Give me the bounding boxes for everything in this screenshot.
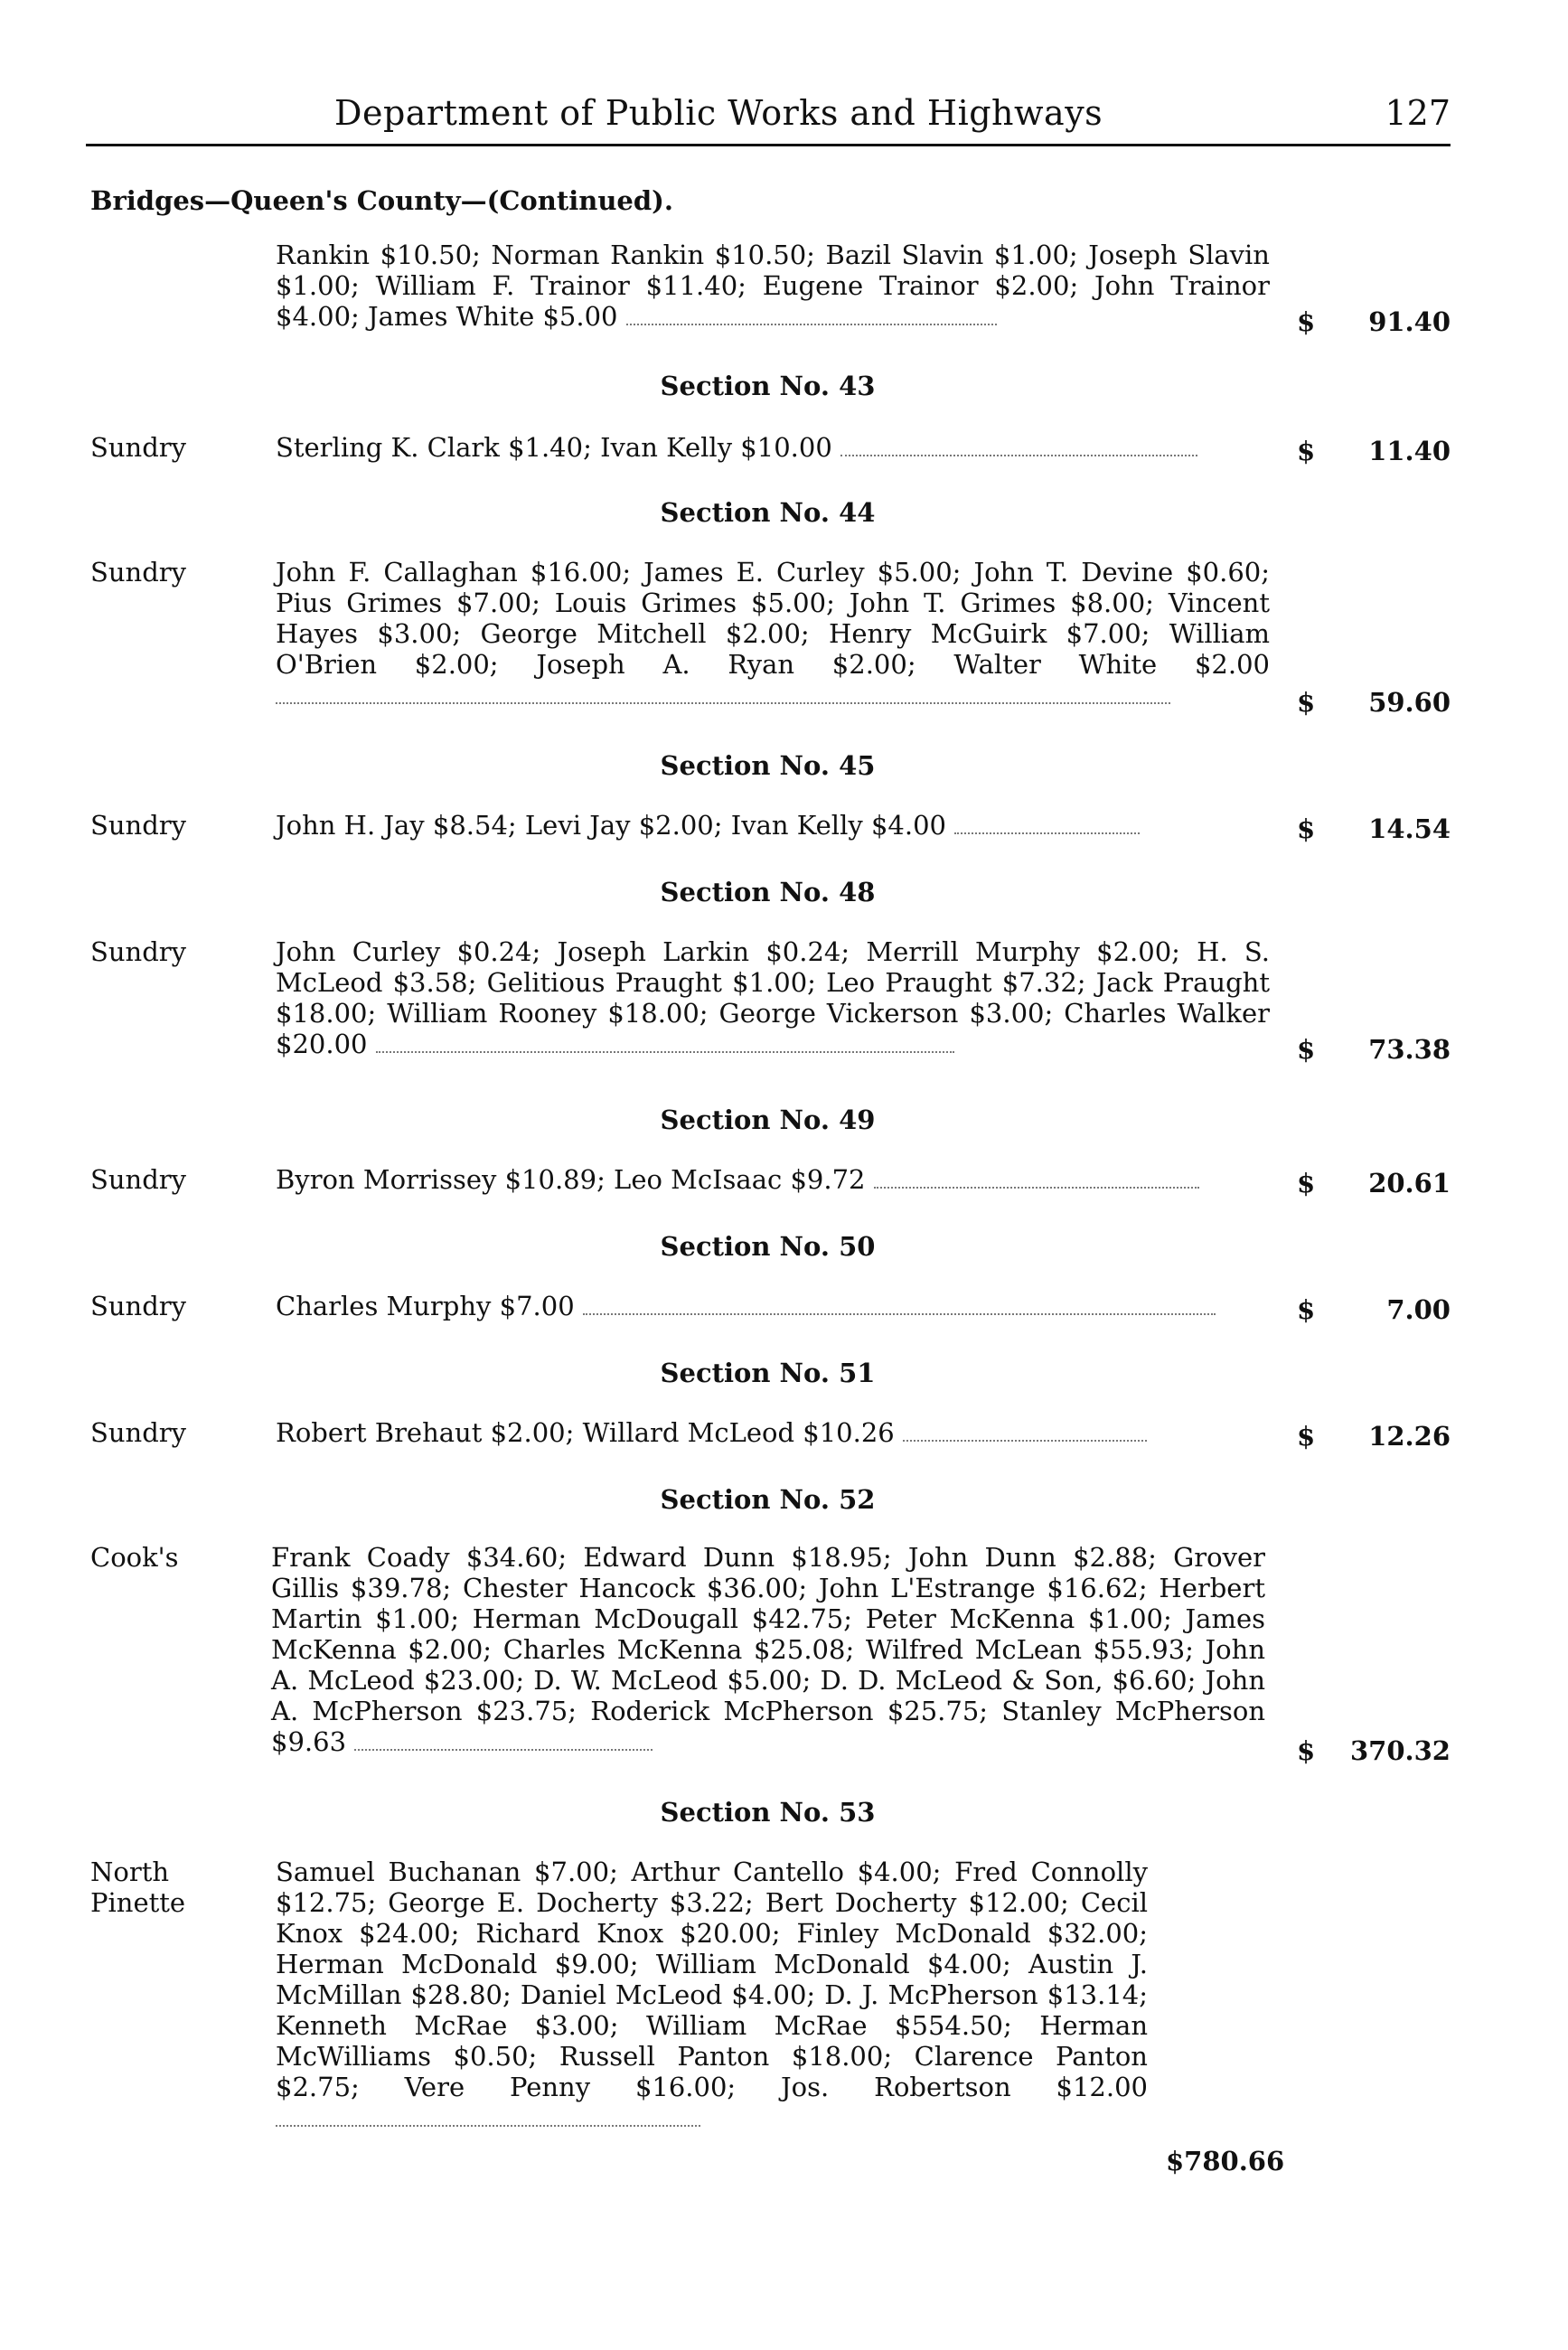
entry-amount: 20.61 <box>1368 1168 1451 1198</box>
entry-amount: 91.40 <box>1368 306 1451 337</box>
currency-sign: $ <box>1297 1034 1316 1065</box>
entry-label: Sundry <box>90 557 187 588</box>
entry-text <box>276 1417 1270 1448</box>
section-heading: Section No. 43 <box>660 371 876 401</box>
entry-amount: 59.60 <box>1368 687 1451 718</box>
entry-names: John Curley $0.24; Joseph Larkin $0.24; Merrill Murphy $2.00; H. S. McLeod $3.58; Gelitious Praught $1.00; Leo Praught $7.32; Jack Praught $18.00; William Rooney $18.00; George Vickerson $3.00; Charles Walker $20.00 <box>276 936 1270 1059</box>
currency-sign: $ <box>1297 1294 1316 1325</box>
section-heading: Section No. 53 <box>660 1797 876 1828</box>
entry-names: John F. Callaghan $16.00; James E. Curley $5.00; John T. Devine $0.60; Pius Grimes $7.00; Louis Grimes $5.00; John T. Grimes $8.00; Vincent Hayes $3.00; George Mitchell $2.00; Henry McGuirk $7.00; William O'Brien $2.00; Joseph A. Ryan $2.00; Walter White $2.00 <box>276 557 1270 680</box>
entry-amount: 11.40 <box>1368 436 1451 466</box>
section-heading: Section No. 44 <box>660 497 876 528</box>
entry-text <box>276 936 1270 1059</box>
entry-label: Sundry <box>90 1164 187 1195</box>
entry-text <box>276 432 1270 463</box>
entry-names: Frank Coady $34.60; Edward Dunn $18.95; John Dunn $2.88; Grover Gillis $39.78; Chester Hancock $36.00; John L'Estrange $16.62; Herbert Martin $1.00; Herman McDougall $42.75; Peter McKenna $1.00; James McKenna $2.00; Charles McKenna $25.08; Wilfred McLean $55.93; John A. McLeod $23.00; D. W. McLeod $5.00; D. D. McLeod & Son, $6.60; John A. McPherson $23.75; Roderick McPherson $25.75; Stanley McPherson $9.63 <box>271 1542 1265 1757</box>
entry-label: Sundry <box>90 432 187 463</box>
entry-amount: 14.54 <box>1368 813 1451 844</box>
section-heading: Section No. 51 <box>660 1358 876 1388</box>
entry-label: North Pinette <box>90 1856 186 1918</box>
page-number: 127 <box>1385 93 1451 133</box>
section-heading: Section No. 49 <box>660 1104 876 1135</box>
entry-text <box>276 240 1270 332</box>
dot-leader <box>276 702 1170 704</box>
section-heading: Section No. 48 <box>660 877 876 907</box>
currency-sign: $ <box>1297 1735 1316 1766</box>
entry-label: Sundry <box>90 1291 187 1321</box>
currency-sign: $ <box>1297 306 1316 337</box>
currency-sign: $ <box>1297 1168 1316 1198</box>
entry-text <box>276 1856 1148 2133</box>
entry-amount: 7.00 <box>1386 1294 1451 1325</box>
entry-text <box>271 1542 1265 1757</box>
section-heading: Section No. 52 <box>660 1484 876 1515</box>
dot-leader <box>903 1440 1147 1442</box>
entry-names: Charles Murphy $7.00 <box>276 1291 575 1321</box>
entry-label: Sundry <box>90 1417 187 1448</box>
entry-names: Rankin $10.50; Norman Rankin $10.50; Bazil Slavin $1.00; Joseph Slavin $1.00; William F. Trainor $11.40; Eugene Trainor $2.00; John Trainor $4.00; James White $5.00 <box>276 240 1270 332</box>
dot-leader <box>583 1313 1216 1315</box>
entry-names: Samuel Buchanan $7.00; Arthur Cantello $4.00; Fred Connolly $12.75; George E. Docherty $3.22; Bert Docherty $12.00; Cecil Knox $24.00; Richard Knox $20.00; Finley McDonald $32.00; Herman McDonald $9.00; William McDonald $4.00; Austin J. McMillan $28.80; Daniel McLeod $4.00; D. J. McPherson $13.14; Kenneth McRae $3.00; William McRae $554.50; Herman McWilliams $0.50; Russell Panton $18.00; Clarence Panton $2.75; Vere Penny $16.00; Jos. Robertson $12.00 <box>276 1856 1148 2102</box>
dot-leader <box>954 832 1140 834</box>
entry-amount: 12.26 <box>1368 1421 1451 1452</box>
entry-label: Cook's <box>90 1542 179 1573</box>
continued-heading: Bridges—Queen's County—(Continued). <box>90 185 673 216</box>
entry-names: Byron Morrissey $10.89; Leo McIsaac $9.72 <box>276 1164 866 1195</box>
dot-leader <box>840 455 1197 456</box>
currency-sign: $ <box>1297 687 1316 718</box>
entry-amount: 370.32 <box>1350 1735 1451 1766</box>
entry-text <box>276 1164 1270 1195</box>
section-heading: Section No. 50 <box>660 1231 876 1262</box>
entry-text <box>276 1291 1270 1321</box>
page-title: Department of Public Works and Highways <box>334 93 1103 133</box>
currency-sign: $ <box>1297 436 1316 466</box>
entry-label: Sundry <box>90 810 187 841</box>
dot-leader <box>626 324 997 325</box>
section-heading: Section No. 45 <box>660 750 876 781</box>
entry-names: Robert Brehaut $2.00; Willard McLeod $10.26 <box>276 1417 895 1448</box>
entry-text <box>276 557 1270 710</box>
dot-leader <box>874 1187 1199 1189</box>
entry-amount: $780.66 <box>1166 2146 1285 2176</box>
entry-label: Sundry <box>90 936 187 967</box>
entry-text <box>276 810 1270 841</box>
dot-leader <box>354 1749 653 1751</box>
entry-names: John H. Jay $8.54; Levi Jay $2.00; Ivan Kelly $4.00 <box>276 810 946 841</box>
entry-amount: 73.38 <box>1368 1034 1451 1065</box>
entry-names: Sterling K. Clark $1.40; Ivan Kelly $10.00 <box>276 432 832 463</box>
currency-sign: $ <box>1297 813 1316 844</box>
dot-leader <box>276 2125 700 2127</box>
currency-sign: $ <box>1297 1421 1316 1452</box>
dot-leader <box>376 1051 954 1053</box>
